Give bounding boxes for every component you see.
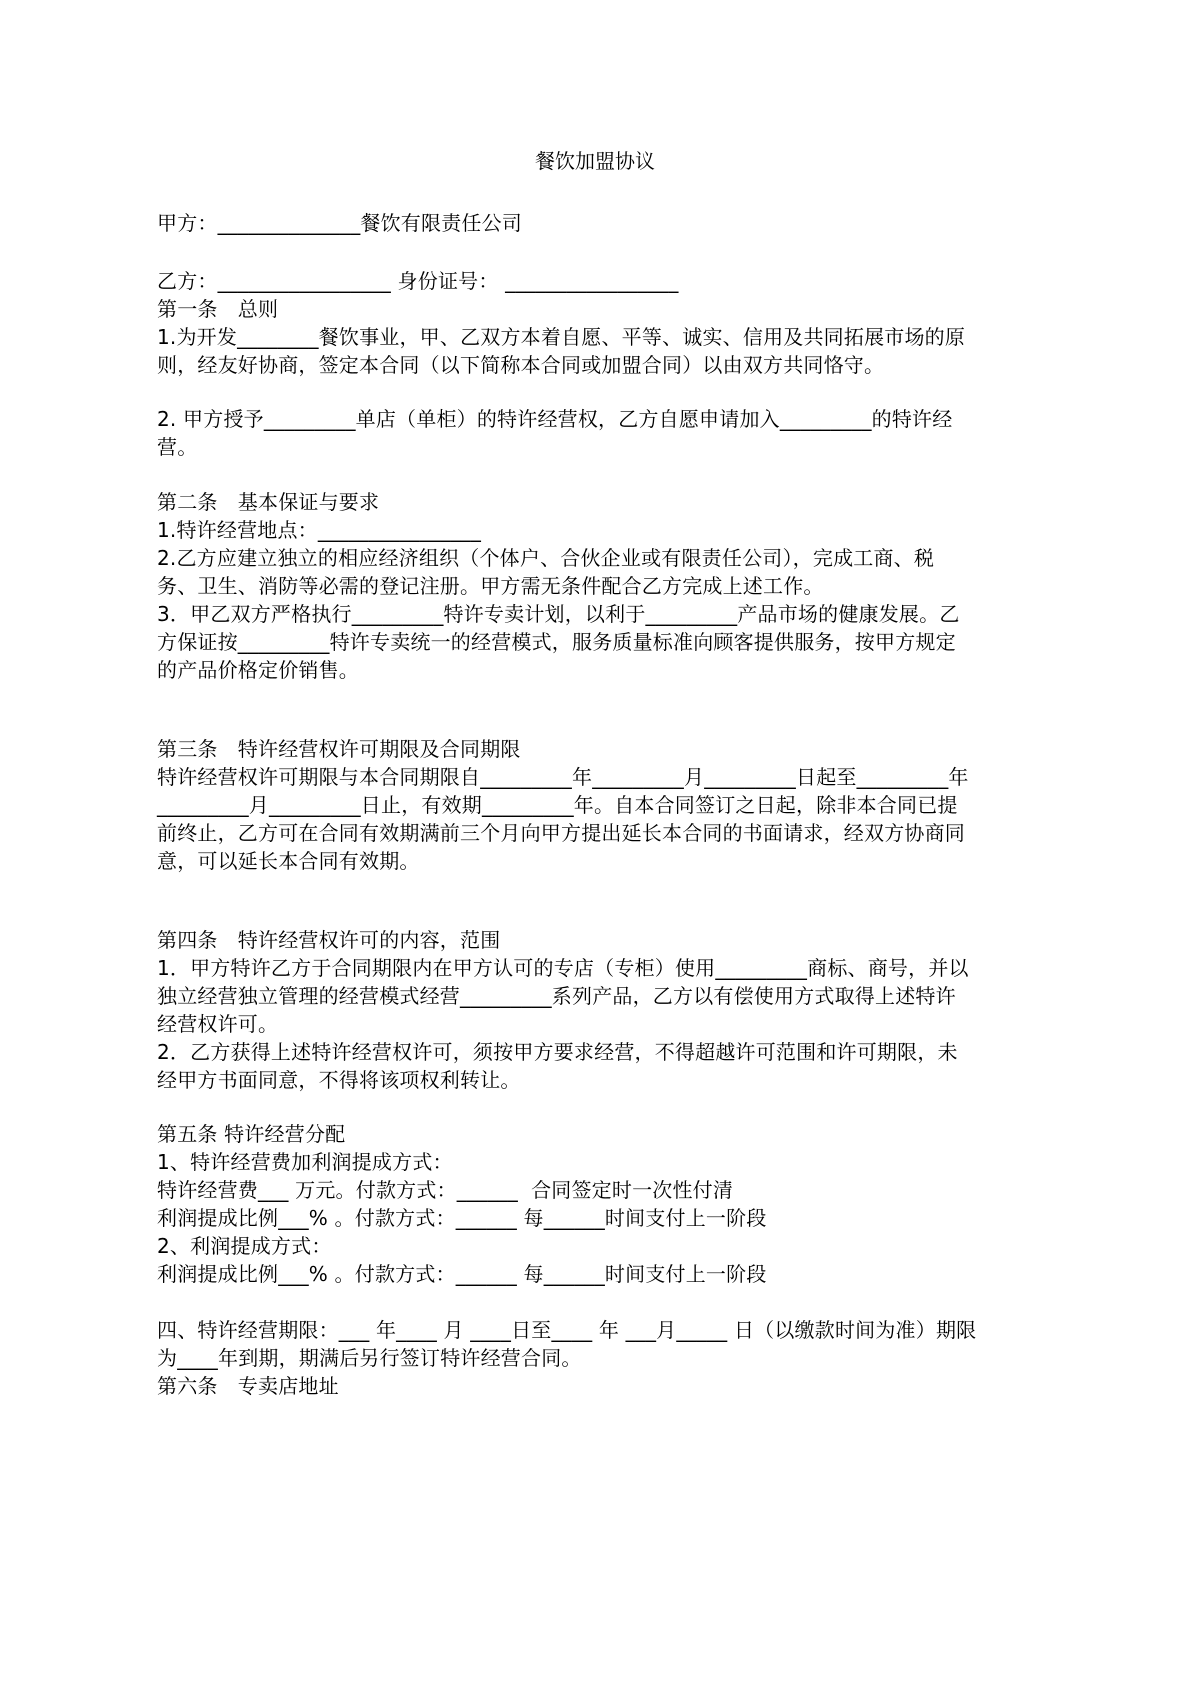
paragraph-line: 方保证按_________特许专卖统一的经营模式，服务质量标准向顾客提供服务，按甲方规定: [157, 630, 956, 654]
paragraph-line: 特许经营权许可期限与本合同期限自_________年_________月_________日起至_________年: [157, 765, 969, 789]
article-6-heading: 第六条 专卖店地址: [157, 1374, 339, 1398]
paragraph-line: 则，经友好协商，签定本合同（以下简称本合同或加盟合同）以由双方共同恪守。: [157, 353, 885, 377]
article-5-heading: 第五条 特许经营分配: [157, 1122, 346, 1146]
party-a-line: 甲方：______________餐饮有限责任公司: [157, 211, 522, 235]
paragraph-line: 1．甲方特许乙方于合同期限内在甲方认可的专店（专柜）使用_________商标、商号，并以: [157, 956, 969, 980]
paragraph-line: 务、卫生、消防等必需的登记注册。甲方需无条件配合乙方完成上述工作。: [157, 574, 824, 598]
article-3-heading: 第三条 特许经营权许可期限及合同期限: [157, 737, 521, 761]
paragraph-line: 特许经营费___ 万元。付款方式：______ 合同签定时一次性付清: [157, 1178, 734, 1202]
paragraph-line: 的产品价格定价销售。: [157, 658, 359, 682]
paragraph-line: 2、利润提成方式：: [157, 1234, 332, 1258]
paragraph-line: 1.为开发________餐饮事业，甲、乙双方本着自愿、平等、诚实、信用及共同拓展市场的原: [157, 325, 966, 349]
paragraph-line: 2．乙方获得上述特许经营权许可，须按甲方要求经营，不得超越许可范围和许可期限，未: [157, 1040, 958, 1064]
paragraph-line: _________月_________日止，有效期_________年。自本合同签订之日起，除非本合同已提: [157, 793, 958, 817]
paragraph-line: 四、特许经营期限：___ 年____ 月 ____日至____ 年 ___月_____ 日（以缴款时间为准）期限: [157, 1318, 977, 1342]
paragraph-line: 营。: [157, 435, 198, 459]
article-2-heading: 第二条 基本保证与要求: [157, 490, 380, 514]
paragraph-line: 经营权许可。: [157, 1012, 279, 1036]
paragraph-line: 2.乙方应建立独立的相应经济组织（个体户、合伙企业或有限责任公司），完成工商、税: [157, 546, 935, 570]
article-4-heading: 第四条 特许经营权许可的内容，范围: [157, 928, 501, 952]
paragraph-line: 前终止，乙方可在合同有效期满前三个月向甲方提出延长本合同的书面请求，经双方协商同: [157, 821, 965, 845]
paragraph-line: 利润提成比例___% 。付款方式：______ 每______时间支付上一阶段: [157, 1206, 767, 1230]
party-b-line: 乙方：_________________ 身份证号： _________________: [157, 269, 679, 293]
paragraph-line: 3．甲乙双方严格执行_________特许专卖计划，以利于_________产品市场的健康发展。乙: [157, 602, 960, 626]
paragraph-line: 独立经营独立管理的经营模式经营_________系列产品，乙方以有偿使用方式取得上述特许: [157, 984, 956, 1008]
paragraph-line: 经甲方书面同意，不得将该项权利转让。: [157, 1068, 521, 1092]
document-title: 餐饮加盟协议: [535, 149, 655, 173]
paragraph-line: 1、特许经营费加利润提成方式：: [157, 1150, 453, 1174]
paragraph-line: 2. 甲方授予_________单店（单柜）的特许经营权，乙方自愿申请加入_________的特许经: [157, 407, 953, 431]
paragraph-line: 利润提成比例___% 。付款方式：______ 每______时间支付上一阶段: [157, 1262, 767, 1286]
article-1-heading: 第一条 总则: [157, 297, 279, 321]
paragraph-line: 为____年到期，期满后另行签订特许经营合同。: [157, 1346, 582, 1370]
paragraph-line: 1.特许经营地点：________________: [157, 518, 482, 542]
paragraph-line: 意，可以延长本合同有效期。: [157, 849, 420, 873]
